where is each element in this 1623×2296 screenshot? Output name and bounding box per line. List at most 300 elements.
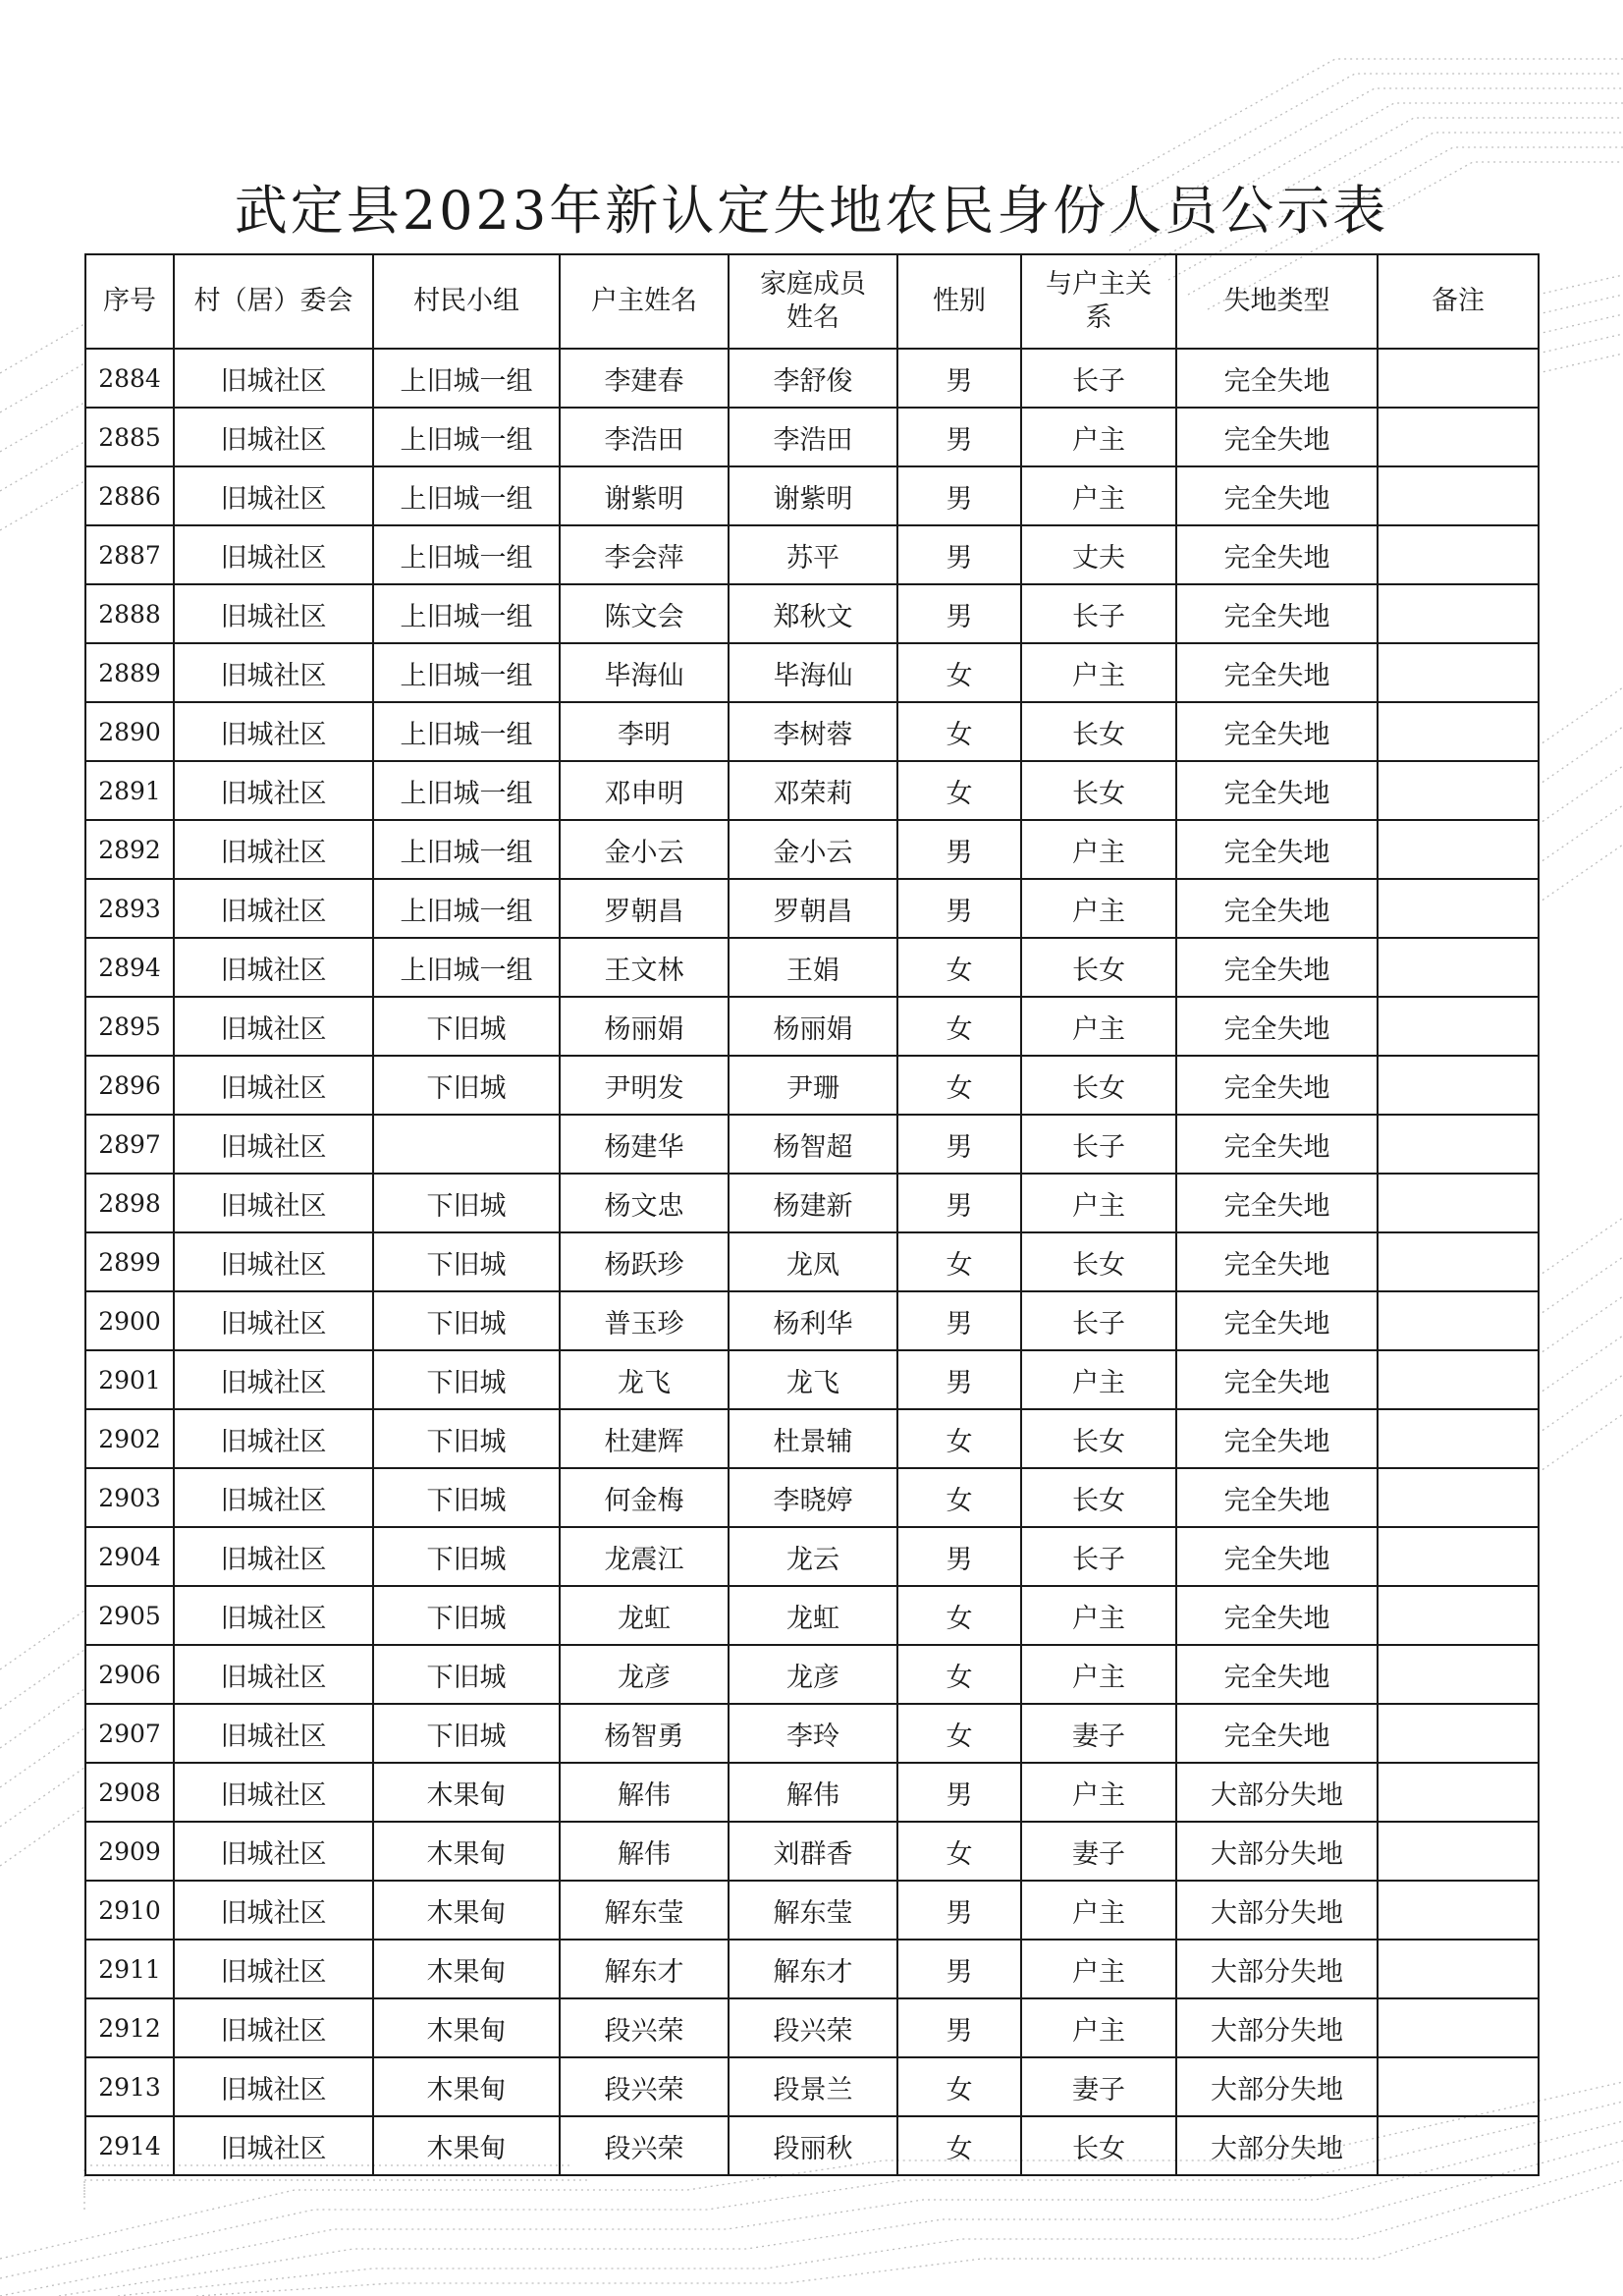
- cell-index: 2888: [85, 584, 174, 643]
- header-index: 序号: [85, 254, 174, 349]
- cell-relation: 丈夫: [1021, 525, 1176, 584]
- cell-remarks: [1378, 1174, 1539, 1232]
- cell-family-member-name: 李玲: [729, 1704, 897, 1763]
- cell-village-committee: 旧城社区: [174, 2116, 373, 2175]
- cell-family-member-name: 刘群香: [729, 1822, 897, 1881]
- cell-village-committee: 旧城社区: [174, 1056, 373, 1115]
- cell-land-loss-type: 完全失地: [1176, 466, 1378, 525]
- cell-remarks: [1378, 1822, 1539, 1881]
- cell-relation: 户主: [1021, 1350, 1176, 1409]
- cell-gender: 男: [897, 820, 1021, 879]
- cell-villager-group: 上旧城一组: [373, 525, 560, 584]
- table-row: [85, 702, 1539, 761]
- cell-householder-name: 解伟: [560, 1822, 729, 1881]
- cell-index: 2907: [85, 1704, 174, 1763]
- cell-gender: 女: [897, 938, 1021, 997]
- cell-land-loss-type: 完全失地: [1176, 1409, 1378, 1468]
- cell-village-committee: 旧城社区: [174, 1291, 373, 1350]
- cell-family-member-name: 段兴荣: [729, 1998, 897, 2057]
- cell-relation: 户主: [1021, 1881, 1176, 1940]
- cell-relation: 长子: [1021, 1115, 1176, 1174]
- cell-family-member-name: 王娟: [729, 938, 897, 997]
- cell-index: 2890: [85, 702, 174, 761]
- cell-householder-name: 尹明发: [560, 1056, 729, 1115]
- cell-land-loss-type: 大部分失地: [1176, 2057, 1378, 2116]
- cell-gender: 女: [897, 1586, 1021, 1645]
- cell-land-loss-type: 完全失地: [1176, 820, 1378, 879]
- cell-remarks: [1378, 1940, 1539, 1998]
- cell-remarks: [1378, 1527, 1539, 1586]
- cell-remarks: [1378, 525, 1539, 584]
- cell-villager-group: 下旧城: [373, 997, 560, 1056]
- cell-gender: 女: [897, 1409, 1021, 1468]
- cell-remarks: [1378, 1998, 1539, 2057]
- cell-gender: 男: [897, 584, 1021, 643]
- cell-index: 2899: [85, 1232, 174, 1291]
- cell-remarks: [1378, 1881, 1539, 1940]
- cell-gender: 男: [897, 1527, 1021, 1586]
- cell-villager-group: [373, 1115, 560, 1174]
- header-relation-to-householder: 与户主关系: [1021, 254, 1176, 349]
- cell-land-loss-type: 大部分失地: [1176, 1822, 1378, 1881]
- cell-householder-name: 罗朝昌: [560, 879, 729, 938]
- cell-family-member-name: 杨利华: [729, 1291, 897, 1350]
- cell-index: 2885: [85, 408, 174, 466]
- cell-householder-name: 解东才: [560, 1940, 729, 1998]
- cell-householder-name: 段兴荣: [560, 2116, 729, 2175]
- cell-relation: 长女: [1021, 1056, 1176, 1115]
- table-row: [85, 2116, 1539, 2175]
- cell-remarks: [1378, 1586, 1539, 1645]
- cell-index: 2891: [85, 761, 174, 820]
- cell-family-member-name: 邓荣莉: [729, 761, 897, 820]
- cell-householder-name: 李建春: [560, 349, 729, 408]
- table-row: [85, 1763, 1539, 1822]
- cell-index: 2904: [85, 1527, 174, 1586]
- cell-villager-group: 上旧城一组: [373, 879, 560, 938]
- cell-land-loss-type: 完全失地: [1176, 1645, 1378, 1704]
- cell-land-loss-type: 完全失地: [1176, 1468, 1378, 1527]
- cell-village-committee: 旧城社区: [174, 997, 373, 1056]
- table-row: [85, 1056, 1539, 1115]
- cell-villager-group: 木果甸: [373, 1763, 560, 1822]
- cell-remarks: [1378, 643, 1539, 702]
- cell-village-committee: 旧城社区: [174, 1940, 373, 1998]
- header-village-committee: 村（居）委会: [174, 254, 373, 349]
- table-row: [85, 997, 1539, 1056]
- cell-village-committee: 旧城社区: [174, 1704, 373, 1763]
- cell-villager-group: 下旧城: [373, 1056, 560, 1115]
- cell-villager-group: 木果甸: [373, 2116, 560, 2175]
- table-row: [85, 1350, 1539, 1409]
- cell-relation: 户主: [1021, 820, 1176, 879]
- table-row: [85, 938, 1539, 997]
- cell-index: 2901: [85, 1350, 174, 1409]
- cell-index: 2910: [85, 1881, 174, 1940]
- cell-remarks: [1378, 761, 1539, 820]
- cell-villager-group: 木果甸: [373, 1998, 560, 2057]
- table-row: [85, 2057, 1539, 2116]
- cell-village-committee: 旧城社区: [174, 584, 373, 643]
- cell-relation: 妻子: [1021, 2057, 1176, 2116]
- cell-family-member-name: 杨智超: [729, 1115, 897, 1174]
- cell-remarks: [1378, 1232, 1539, 1291]
- cell-land-loss-type: 大部分失地: [1176, 2116, 1378, 2175]
- cell-family-member-name: 毕海仙: [729, 643, 897, 702]
- cell-remarks: [1378, 1291, 1539, 1350]
- cell-villager-group: 上旧城一组: [373, 761, 560, 820]
- cell-householder-name: 杨建华: [560, 1115, 729, 1174]
- cell-family-member-name: 李舒俊: [729, 349, 897, 408]
- cell-householder-name: 杨丽娟: [560, 997, 729, 1056]
- cell-remarks: [1378, 1704, 1539, 1763]
- cell-remarks: [1378, 938, 1539, 997]
- cell-villager-group: 上旧城一组: [373, 349, 560, 408]
- cell-village-committee: 旧城社区: [174, 2057, 373, 2116]
- cell-relation: 长子: [1021, 349, 1176, 408]
- cell-villager-group: 上旧城一组: [373, 820, 560, 879]
- cell-gender: 女: [897, 2057, 1021, 2116]
- cell-relation: 长女: [1021, 1232, 1176, 1291]
- cell-relation: 户主: [1021, 879, 1176, 938]
- cell-land-loss-type: 完全失地: [1176, 702, 1378, 761]
- table-row: [85, 525, 1539, 584]
- cell-relation: 户主: [1021, 1998, 1176, 2057]
- table-row: [85, 1115, 1539, 1174]
- table-row: [85, 1409, 1539, 1468]
- cell-land-loss-type: 大部分失地: [1176, 1763, 1378, 1822]
- table-row: [85, 408, 1539, 466]
- cell-villager-group: 下旧城: [373, 1645, 560, 1704]
- cell-villager-group: 木果甸: [373, 1940, 560, 1998]
- cell-index: 2911: [85, 1940, 174, 1998]
- cell-remarks: [1378, 1409, 1539, 1468]
- cell-index: 2905: [85, 1586, 174, 1645]
- cell-relation: 户主: [1021, 1940, 1176, 1998]
- cell-villager-group: 下旧城: [373, 1586, 560, 1645]
- cell-remarks: [1378, 2116, 1539, 2175]
- header-villager-group: 村民小组: [373, 254, 560, 349]
- cell-family-member-name: 罗朝昌: [729, 879, 897, 938]
- cell-family-member-name: 段丽秋: [729, 2116, 897, 2175]
- header-family-member-name: 家庭成员姓名: [729, 254, 897, 349]
- cell-village-committee: 旧城社区: [174, 1527, 373, 1586]
- cell-land-loss-type: 大部分失地: [1176, 1881, 1378, 1940]
- cell-villager-group: 下旧城: [373, 1350, 560, 1409]
- cell-index: 2912: [85, 1998, 174, 2057]
- cell-villager-group: 上旧城一组: [373, 702, 560, 761]
- cell-relation: 长女: [1021, 761, 1176, 820]
- cell-gender: 男: [897, 879, 1021, 938]
- cell-householder-name: 杜建辉: [560, 1409, 729, 1468]
- cell-family-member-name: 苏平: [729, 525, 897, 584]
- cell-relation: 长女: [1021, 702, 1176, 761]
- cell-village-committee: 旧城社区: [174, 466, 373, 525]
- table-row: [85, 1881, 1539, 1940]
- table-row: [85, 584, 1539, 643]
- cell-householder-name: 王文林: [560, 938, 729, 997]
- cell-village-committee: 旧城社区: [174, 525, 373, 584]
- cell-gender: 男: [897, 1350, 1021, 1409]
- cell-remarks: [1378, 1115, 1539, 1174]
- cell-land-loss-type: 完全失地: [1176, 408, 1378, 466]
- cell-villager-group: 木果甸: [373, 1822, 560, 1881]
- cell-village-committee: 旧城社区: [174, 1232, 373, 1291]
- cell-relation: 户主: [1021, 997, 1176, 1056]
- cell-index: 2913: [85, 2057, 174, 2116]
- cell-village-committee: 旧城社区: [174, 761, 373, 820]
- cell-villager-group: 木果甸: [373, 1881, 560, 1940]
- cell-land-loss-type: 完全失地: [1176, 1232, 1378, 1291]
- table-row: [85, 466, 1539, 525]
- cell-village-committee: 旧城社区: [174, 1822, 373, 1881]
- cell-gender: 女: [897, 643, 1021, 702]
- cell-land-loss-type: 完全失地: [1176, 525, 1378, 584]
- cell-family-member-name: 龙虹: [729, 1586, 897, 1645]
- cell-villager-group: 下旧城: [373, 1409, 560, 1468]
- cell-villager-group: 下旧城: [373, 1704, 560, 1763]
- cell-remarks: [1378, 702, 1539, 761]
- cell-remarks: [1378, 879, 1539, 938]
- cell-relation: 户主: [1021, 408, 1176, 466]
- table-row: [85, 1232, 1539, 1291]
- cell-family-member-name: 金小云: [729, 820, 897, 879]
- cell-villager-group: 上旧城一组: [373, 584, 560, 643]
- cell-relation: 长子: [1021, 1527, 1176, 1586]
- cell-land-loss-type: 完全失地: [1176, 1350, 1378, 1409]
- cell-householder-name: 龙震江: [560, 1527, 729, 1586]
- cell-gender: 女: [897, 1468, 1021, 1527]
- cell-family-member-name: 龙彦: [729, 1645, 897, 1704]
- cell-village-committee: 旧城社区: [174, 1468, 373, 1527]
- cell-gender: 男: [897, 466, 1021, 525]
- cell-land-loss-type: 完全失地: [1176, 1527, 1378, 1586]
- cell-householder-name: 李会萍: [560, 525, 729, 584]
- cell-index: 2886: [85, 466, 174, 525]
- cell-village-committee: 旧城社区: [174, 1763, 373, 1822]
- roster-table: [84, 253, 1540, 2176]
- cell-gender: 男: [897, 1291, 1021, 1350]
- page-title: 武定县2023年新认定失地农民身份人员公示表: [234, 180, 1389, 242]
- cell-householder-name: 段兴荣: [560, 1998, 729, 2057]
- cell-relation: 长女: [1021, 1468, 1176, 1527]
- cell-family-member-name: 谢紫明: [729, 466, 897, 525]
- cell-family-member-name: 解伟: [729, 1763, 897, 1822]
- cell-family-member-name: 李浩田: [729, 408, 897, 466]
- header-gender: 性别: [897, 254, 1021, 349]
- cell-villager-group: 下旧城: [373, 1468, 560, 1527]
- cell-householder-name: 毕海仙: [560, 643, 729, 702]
- cell-index: 2903: [85, 1468, 174, 1527]
- cell-land-loss-type: 完全失地: [1176, 1115, 1378, 1174]
- table-row: [85, 1645, 1539, 1704]
- cell-householder-name: 龙彦: [560, 1645, 729, 1704]
- cell-villager-group: 木果甸: [373, 2057, 560, 2116]
- cell-householder-name: 杨跃珍: [560, 1232, 729, 1291]
- table-row: [85, 1998, 1539, 2057]
- header-householder-name: 户主姓名: [560, 254, 729, 349]
- cell-gender: 女: [897, 702, 1021, 761]
- cell-index: 2906: [85, 1645, 174, 1704]
- cell-index: 2909: [85, 1822, 174, 1881]
- cell-householder-name: 邓申明: [560, 761, 729, 820]
- cell-village-committee: 旧城社区: [174, 1881, 373, 1940]
- cell-village-committee: 旧城社区: [174, 1586, 373, 1645]
- table-row: [85, 761, 1539, 820]
- table-row: [85, 1174, 1539, 1232]
- cell-village-committee: 旧城社区: [174, 408, 373, 466]
- cell-land-loss-type: 完全失地: [1176, 1586, 1378, 1645]
- cell-land-loss-type: 完全失地: [1176, 997, 1378, 1056]
- cell-relation: 长女: [1021, 938, 1176, 997]
- cell-index: 2902: [85, 1409, 174, 1468]
- cell-index: 2893: [85, 879, 174, 938]
- cell-village-committee: 旧城社区: [174, 820, 373, 879]
- cell-gender: 男: [897, 1115, 1021, 1174]
- cell-village-committee: 旧城社区: [174, 1115, 373, 1174]
- cell-land-loss-type: 完全失地: [1176, 761, 1378, 820]
- cell-relation: 长子: [1021, 1291, 1176, 1350]
- cell-family-member-name: 郑秋文: [729, 584, 897, 643]
- cell-gender: 男: [897, 408, 1021, 466]
- cell-householder-name: 龙飞: [560, 1350, 729, 1409]
- cell-gender: 女: [897, 761, 1021, 820]
- cell-gender: 男: [897, 1881, 1021, 1940]
- cell-family-member-name: 李晓婷: [729, 1468, 897, 1527]
- cell-relation: 长女: [1021, 2116, 1176, 2175]
- cell-land-loss-type: 完全失地: [1176, 1174, 1378, 1232]
- cell-villager-group: 下旧城: [373, 1291, 560, 1350]
- cell-relation: 户主: [1021, 1645, 1176, 1704]
- cell-remarks: [1378, 584, 1539, 643]
- cell-householder-name: 何金梅: [560, 1468, 729, 1527]
- cell-land-loss-type: 完全失地: [1176, 1291, 1378, 1350]
- table-row: [85, 1527, 1539, 1586]
- cell-remarks: [1378, 1468, 1539, 1527]
- cell-land-loss-type: 完全失地: [1176, 1056, 1378, 1115]
- table-row: [85, 1822, 1539, 1881]
- cell-index: 2892: [85, 820, 174, 879]
- cell-relation: 长女: [1021, 1409, 1176, 1468]
- cell-land-loss-type: 大部分失地: [1176, 1998, 1378, 2057]
- cell-villager-group: 上旧城一组: [373, 408, 560, 466]
- cell-family-member-name: 杨建新: [729, 1174, 897, 1232]
- cell-remarks: [1378, 2057, 1539, 2116]
- cell-gender: 女: [897, 997, 1021, 1056]
- cell-gender: 男: [897, 525, 1021, 584]
- cell-remarks: [1378, 1056, 1539, 1115]
- cell-gender: 男: [897, 1174, 1021, 1232]
- cell-householder-name: 杨文忠: [560, 1174, 729, 1232]
- table-row: [85, 820, 1539, 879]
- table-header-row: [85, 254, 1539, 349]
- table-row: [85, 349, 1539, 408]
- cell-remarks: [1378, 466, 1539, 525]
- cell-village-committee: 旧城社区: [174, 1645, 373, 1704]
- cell-householder-name: 李浩田: [560, 408, 729, 466]
- table-row: [85, 1940, 1539, 1998]
- cell-family-member-name: 解东才: [729, 1940, 897, 1998]
- header-land-loss-type: 失地类型: [1176, 254, 1378, 349]
- cell-index: 2908: [85, 1763, 174, 1822]
- cell-village-committee: 旧城社区: [174, 938, 373, 997]
- table-row: [85, 1586, 1539, 1645]
- cell-gender: 女: [897, 2116, 1021, 2175]
- cell-land-loss-type: 完全失地: [1176, 643, 1378, 702]
- cell-remarks: [1378, 1350, 1539, 1409]
- cell-gender: 女: [897, 1056, 1021, 1115]
- cell-relation: 户主: [1021, 1586, 1176, 1645]
- cell-family-member-name: 解东莹: [729, 1881, 897, 1940]
- cell-land-loss-type: 大部分失地: [1176, 1940, 1378, 1998]
- cell-index: 2884: [85, 349, 174, 408]
- cell-index: 2897: [85, 1115, 174, 1174]
- cell-land-loss-type: 完全失地: [1176, 1704, 1378, 1763]
- cell-village-committee: 旧城社区: [174, 1350, 373, 1409]
- cell-remarks: [1378, 349, 1539, 408]
- cell-relation: 户主: [1021, 643, 1176, 702]
- cell-family-member-name: 龙云: [729, 1527, 897, 1586]
- cell-remarks: [1378, 1645, 1539, 1704]
- cell-gender: 女: [897, 1704, 1021, 1763]
- cell-family-member-name: 段景兰: [729, 2057, 897, 2116]
- cell-village-committee: 旧城社区: [174, 349, 373, 408]
- cell-gender: 女: [897, 1645, 1021, 1704]
- cell-index: 2887: [85, 525, 174, 584]
- cell-gender: 男: [897, 1763, 1021, 1822]
- cell-villager-group: 下旧城: [373, 1174, 560, 1232]
- cell-relation: 长子: [1021, 584, 1176, 643]
- cell-householder-name: 金小云: [560, 820, 729, 879]
- cell-family-member-name: 龙凤: [729, 1232, 897, 1291]
- cell-relation: 妻子: [1021, 1704, 1176, 1763]
- cell-family-member-name: 龙飞: [729, 1350, 897, 1409]
- cell-family-member-name: 杨丽娟: [729, 997, 897, 1056]
- cell-villager-group: 上旧城一组: [373, 466, 560, 525]
- cell-land-loss-type: 完全失地: [1176, 938, 1378, 997]
- cell-householder-name: 解伟: [560, 1763, 729, 1822]
- cell-relation: 户主: [1021, 466, 1176, 525]
- cell-index: 2895: [85, 997, 174, 1056]
- cell-gender: 男: [897, 1998, 1021, 2057]
- table-body: [85, 349, 1539, 2175]
- cell-village-committee: 旧城社区: [174, 1174, 373, 1232]
- cell-land-loss-type: 完全失地: [1176, 349, 1378, 408]
- cell-remarks: [1378, 408, 1539, 466]
- cell-relation: 户主: [1021, 1174, 1176, 1232]
- cell-householder-name: 龙虹: [560, 1586, 729, 1645]
- cell-householder-name: 解东莹: [560, 1881, 729, 1940]
- cell-index: 2889: [85, 643, 174, 702]
- cell-index: 2894: [85, 938, 174, 997]
- cell-householder-name: 李明: [560, 702, 729, 761]
- cell-remarks: [1378, 820, 1539, 879]
- cell-family-member-name: 杜景辅: [729, 1409, 897, 1468]
- cell-index: 2896: [85, 1056, 174, 1115]
- cell-householder-name: 陈文会: [560, 584, 729, 643]
- cell-villager-group: 下旧城: [373, 1232, 560, 1291]
- cell-village-committee: 旧城社区: [174, 879, 373, 938]
- cell-villager-group: 上旧城一组: [373, 938, 560, 997]
- cell-householder-name: 杨智勇: [560, 1704, 729, 1763]
- cell-family-member-name: 李树蓉: [729, 702, 897, 761]
- cell-gender: 女: [897, 1232, 1021, 1291]
- cell-relation: 户主: [1021, 1763, 1176, 1822]
- table-row: [85, 1468, 1539, 1527]
- cell-remarks: [1378, 997, 1539, 1056]
- cell-land-loss-type: 完全失地: [1176, 879, 1378, 938]
- cell-remarks: [1378, 1763, 1539, 1822]
